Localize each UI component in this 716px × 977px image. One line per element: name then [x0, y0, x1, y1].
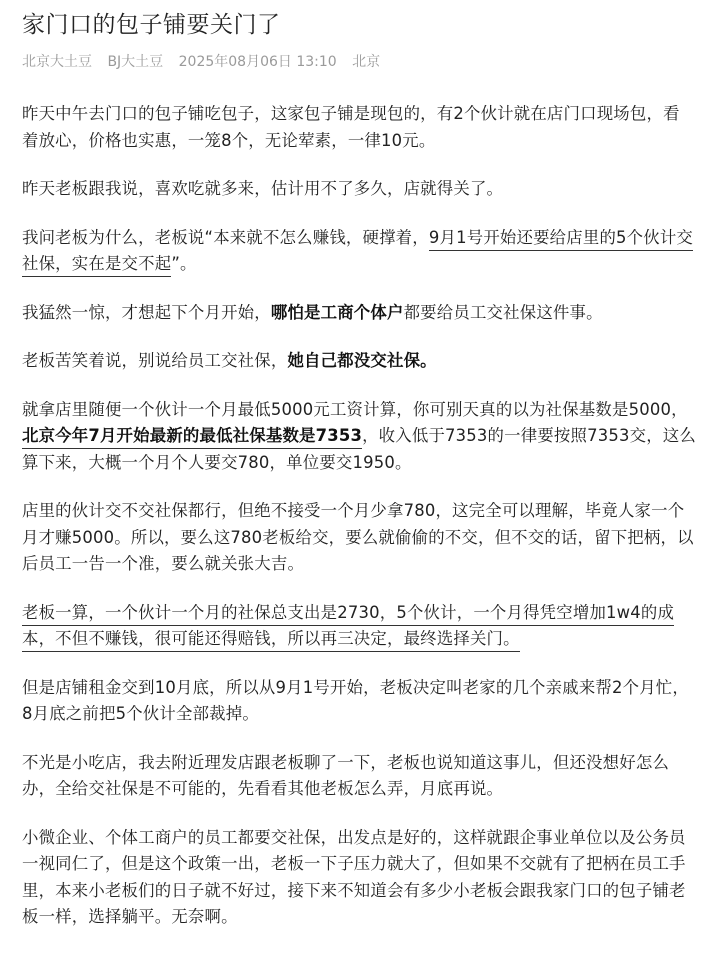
paragraph-10: 不光是小吃店，我去附近理发店跟老板聊了一下，老板也说知道这事儿，但还没想好怎么办，全给交社保是不可能的，先看看其他老板怎么弄，月底再说。: [22, 752, 670, 798]
article-meta: [22, 53, 696, 71]
paragraph-2: 昨天老板跟我说，喜欢吃就多来，估计用不了多久，店就得关了。: [22, 179, 504, 198]
paragraph-6: [22, 397, 696, 477]
article-title: 家门口的包子铺要关门了: [22, 12, 281, 38]
paragraph-1: 昨天中午去门口的包子铺吃包子，这家包子铺是现包的，有2个伙计就在店门口现场包，看着放心，价格也实惠，一笼8个，无论荤素，一律10元。: [22, 104, 680, 150]
paragraph-4-end: 都要给员工交社保这件事。: [403, 302, 603, 322]
publish-datetime: 2025年08月06日 13:10: [178, 54, 337, 70]
paragraph-7: 店里的伙计交不交社保都行，但绝不接受一个月少拿780，这完全可以理解，毕竟人家一个月才赚5000。所以，要么这780老板给交，要么就偷偷的不交，但不交的话，留下把柄，以后员工一告一个准，要么就关张大吉。: [22, 501, 694, 573]
publish-location: 北京: [352, 54, 381, 70]
article-body: [22, 101, 696, 931]
paragraph-9: 但是店铺租金交到10月底，所以从9月1号开始，老板决定叫老家的几个亲戚来帮2个月忙，8月底之前把5个伙计全部裁掉。: [22, 677, 689, 723]
underlined-paragraph: 老板一算，一个伙计一个月的社保总支出是2730，5个伙计，一个月得凭空增加1w4的成本，不但不赚钱，很可能还得赔钱，所以再三决定，最终选择关门。: [22, 603, 674, 653]
paragraph-6-end: ，收入低于7353的一律要按照7353交，这么算下来，大概一个月个人要交780，单位要交1950。: [22, 426, 696, 472]
author-name[interactable]: 北京大土豆: [22, 54, 92, 70]
bold-emphasis: 她自己都没交社保。: [287, 351, 437, 370]
paragraph-5: [22, 348, 696, 375]
paragraph-3-end: ”。: [171, 254, 197, 273]
paragraph-3: [22, 225, 696, 278]
paragraph-4-text: 我猛然一惊，才想起下个月开始，: [22, 302, 271, 322]
paragraph-6-text: 就拿店里随便一个伙计一个月最低5000元工资计算，你可别天真的以为社保基数是5000，: [22, 399, 688, 419]
account-name[interactable]: BJ大土豆: [107, 54, 164, 70]
bold-emphasis: 哪怕是工商个体户: [270, 302, 404, 322]
paragraph-4: [22, 300, 696, 327]
paragraph-5-text: 老板苦笑着说，别说给员工交社保，: [22, 351, 288, 370]
paragraph-8: [22, 600, 696, 653]
underlined-quote: 9月1号开始还要给店里的5个伙计交社保，实在是交不起: [22, 228, 693, 278]
bold-underlined-emphasis: 北京今年7月开始最新的最低社保基数是7353: [22, 426, 362, 449]
paragraph-11: 小微企业、个体工商户的员工都要交社保，出发点是好的，这样就跟企事业单位以及公务员一视同仁了，但是这个政策一出，老板一下子压力就大了，但如果不交就有了把柄在员工手里，本来小老板们的日子就不好过，接下来不知道会有多少小老板会跟我家门口的包子铺老板一样，选择躺平。无奈啊。: [22, 827, 686, 926]
paragraph-3-text: 我问老板为什么，老板说“本来就不怎么赚钱，硬撑着，: [22, 227, 429, 247]
